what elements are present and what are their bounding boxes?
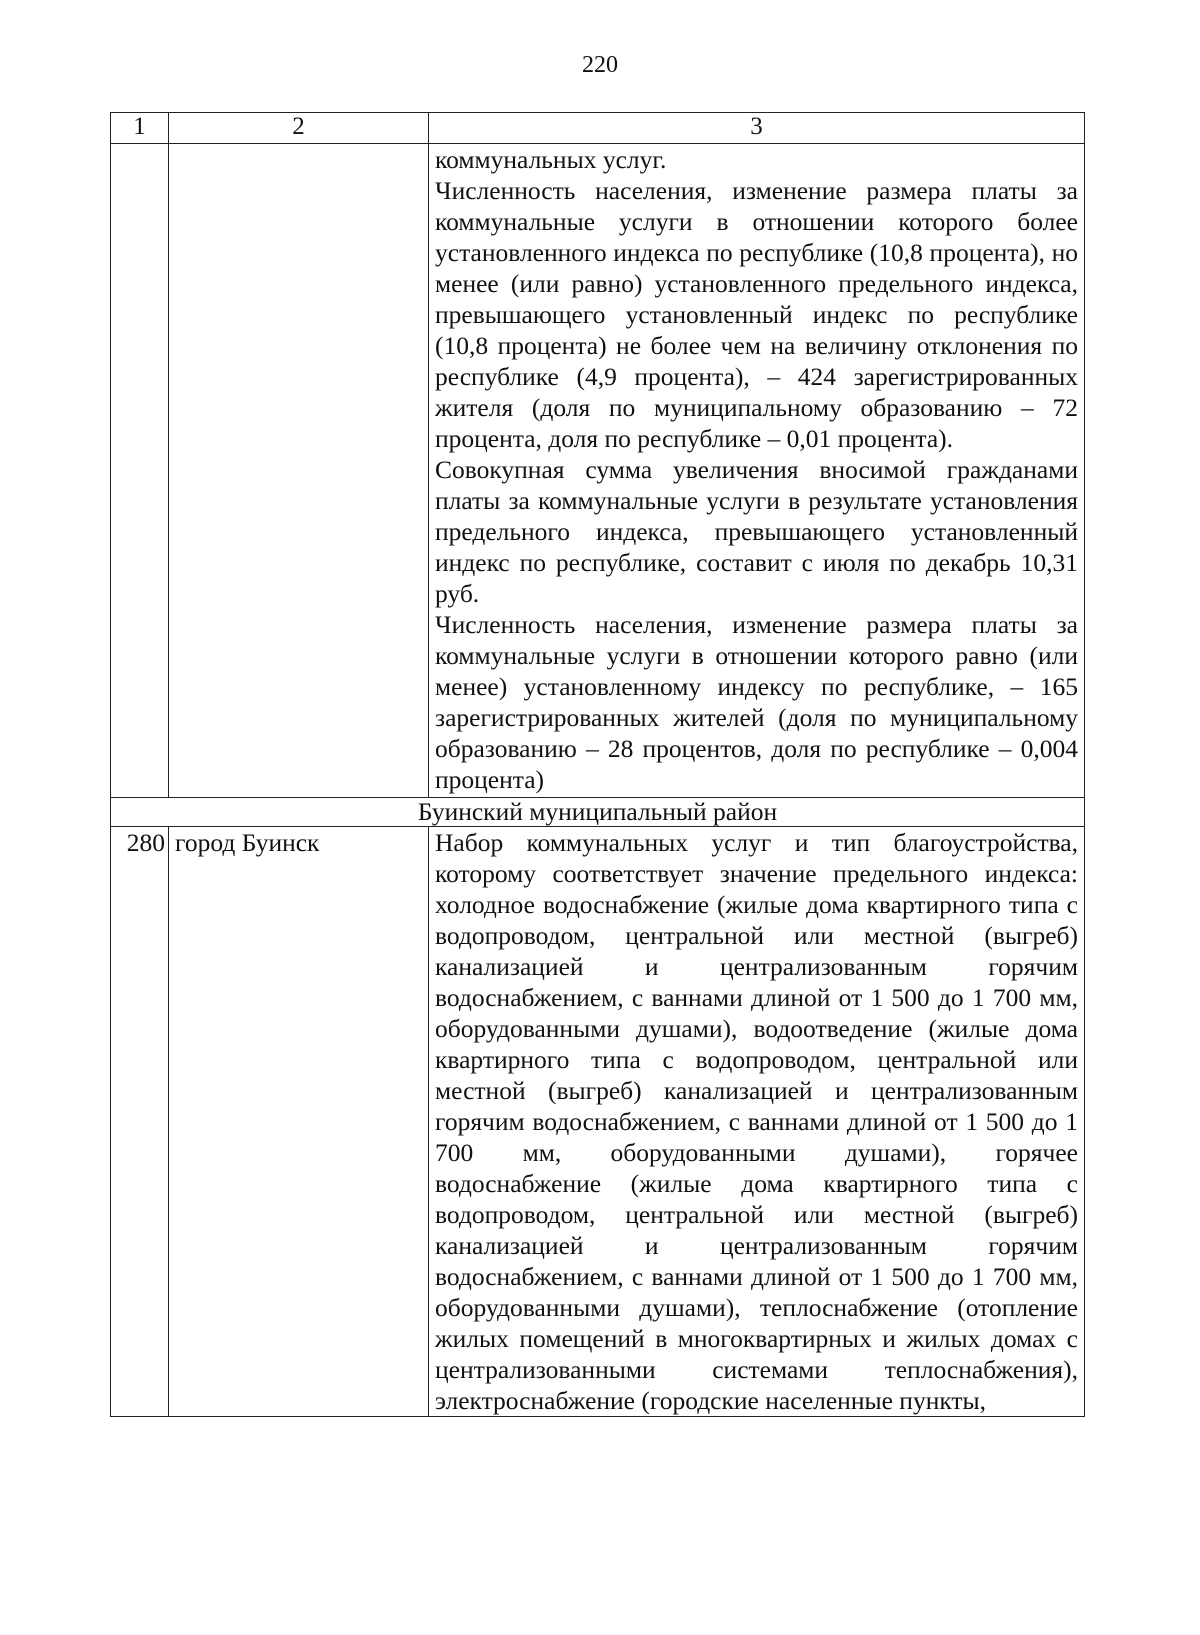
- section-row: [111, 798, 1085, 827]
- section-title: Буинский муниципальный район: [111, 798, 1085, 827]
- header-col-3: 3: [429, 113, 1085, 144]
- table-row: [111, 827, 1085, 1417]
- row-name-cell: город Буинск: [169, 827, 429, 1417]
- row-name-cell: [169, 144, 429, 798]
- row-number-cell: [111, 144, 169, 798]
- header-col-1: 1: [111, 113, 169, 144]
- page-number: 220: [582, 52, 618, 78]
- table-header-row: [111, 113, 1085, 144]
- header-col-2: 2: [169, 113, 429, 144]
- paragraph: коммунальных услуг.: [435, 145, 667, 174]
- row-description-cell: [429, 144, 1085, 798]
- paragraph: Численность населения, изменение размера платы за коммунальные услуги в отношении которого равно (или менее) установленному индексу по республике, – 165 зарегистрированных жителей (доля по муниципальному образованию – 28 процентов, доля по республике – 0,004 процента): [435, 610, 1078, 794]
- table-row: [111, 144, 1085, 798]
- row-number-cell: 280: [111, 827, 169, 1417]
- paragraph: Численность населения, изменение размера платы за коммунальные услуги в отношении которого более установленного индекса по республике (10,8 процента), но менее (или равно) установленного предельного индекса, превышающего установленный индекс по республике (10,8 процента) не более чем на величину отклонения по республике (4,9 процента), – 424 зарегистрированных жителя (доля по муниципальному образованию – 72 процента, доля по республике – 0,01 процента).: [435, 176, 1078, 453]
- document-table: [110, 112, 1085, 1417]
- row-description-cell: [429, 827, 1085, 1417]
- paragraph: Набор коммунальных услуг и тип благоустройства, которому соответствует значение предельного индекса: холодное водоснабжение (жилые дома квартирного типа с водопроводом, центральной или местной (выгреб) канализацией и централизованным горячим водоснабжением, с ваннами длиной от 1 500 до 1 700 мм, оборудованными душами), водоотведение (жилые дома квартирного типа с водопроводом, центральной или местной (выгреб) канализацией и централизованным горячим водоснабжением, с ваннами длиной от 1 500 до 1 700 мм, оборудованными душами), горячее водоснабжение (жилые дома квартирного типа с водопроводом, центральной или местной (выгреб) канализацией и централизованным горячим водоснабжением, с ваннами длиной от 1 500 до 1 700 мм, оборудованными душами), теплоснабжение (отопление жилых помещений в многоквартирных и жилых домах с централизованными системами теплоснабжения), электроснабжение (городские населенные пункты,: [435, 828, 1078, 1415]
- paragraph: Совокупная сумма увеличения вносимой гражданами платы за коммунальные услуги в результате установления предельного индекса, превышающего установленный индекс по республике, составит с июля по декабрь 10,31 руб.: [435, 455, 1078, 608]
